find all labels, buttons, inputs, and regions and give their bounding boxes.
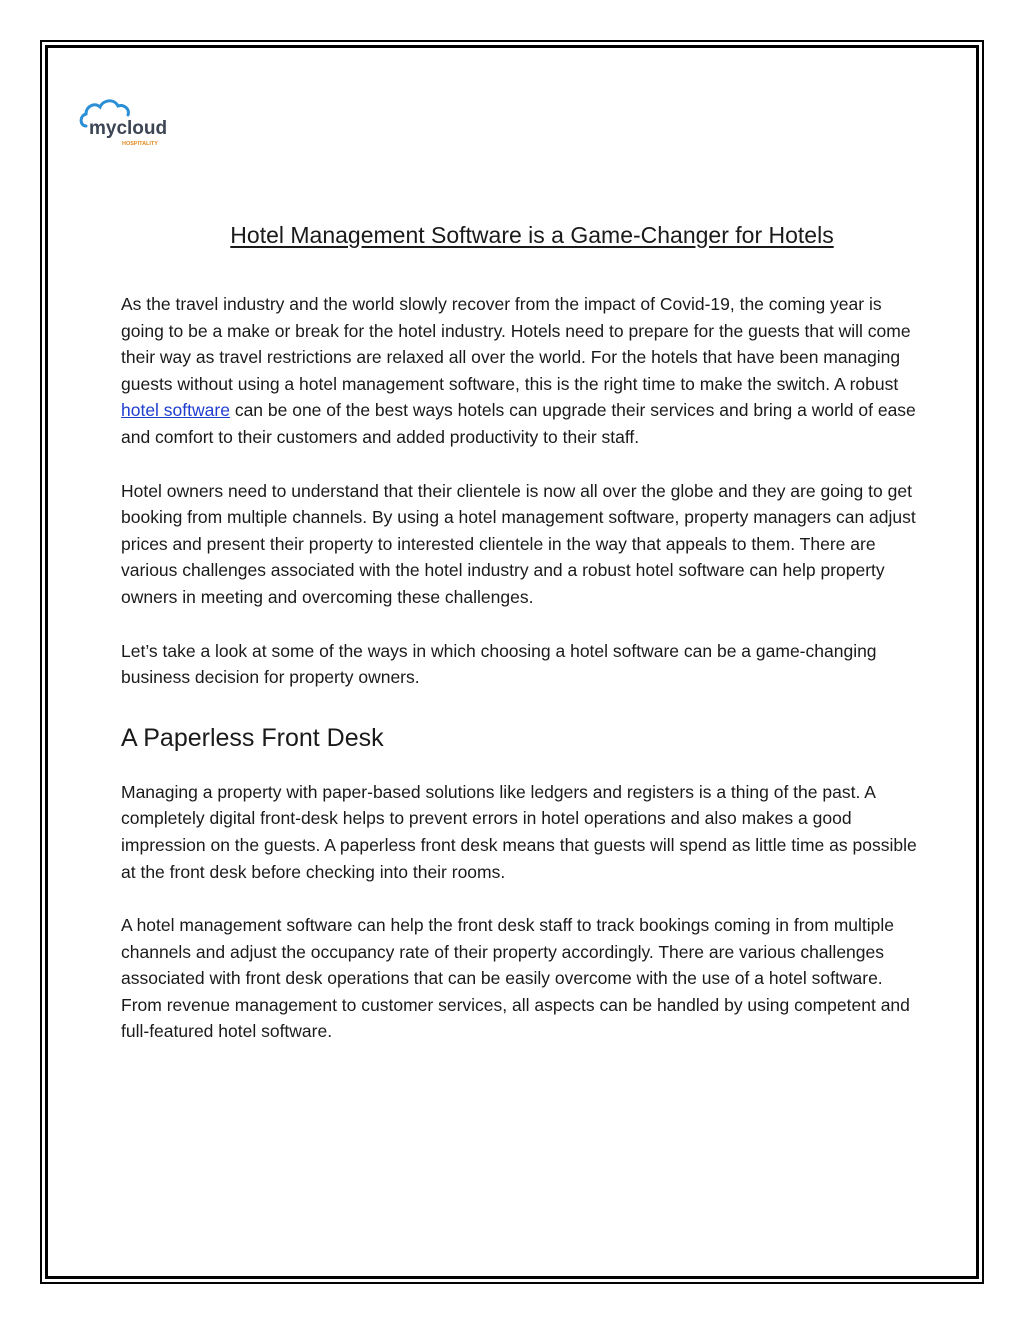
- logo-sub-text: HOSPITALITY: [122, 141, 158, 147]
- paragraph-4: Managing a property with paper-based solutions like ledgers and registers is a thing of the past. A completely digital front-desk helps to prevent errors in hotel operations and also makes a good impression on the guests. A paperless front desk means that guests will spend as little time as possible at the front desk before checking into their rooms.: [121, 781, 917, 882]
- paragraph-2: Hotel owners need to understand that their clientele is now all over the globe and they are going to get booking from multiple channels. By using a hotel management software, property managers can adjust prices and present their property to interested clientele in the way that appeals to them. There are various challenges associated with the hotel industry and a robust hotel software can help property owners in meeting and overcoming these challenges.: [121, 480, 916, 607]
- cloud-icon: [78, 96, 178, 152]
- paragraph-1: [121, 291, 921, 451]
- paragraph-1-text-a: As the travel industry and the world slowly recover from the impact of Covid-19, the coming year is going to be a make or break for the hotel industry. Hotels need to prepare for the guests that will come their way as travel restrictions are relaxed all over the world. For the hotels that have been managing guests without using a hotel management software, this is the right time to make the switch. A robust: [121, 294, 911, 394]
- section-heading: A Paperless Front Desk: [121, 723, 384, 752]
- document-body: [121, 291, 921, 1045]
- paragraph-5: A hotel management software can help the front desk staff to track bookings coming in from multiple channels and adjust the occupancy rate of their property accordingly. There are various challenges associated with front desk operations that can be easily overcome with the use of a hotel software. From revenue management to customer services, all aspects can be handled by using competent and full-featured hotel software.: [121, 915, 910, 1042]
- paragraph-1-text-b: can be one of the best ways hotels can upgrade their services and bring a world of ease and comfort to their customers and added productivity to their staff.: [121, 400, 916, 447]
- mycloud-logo: [78, 96, 178, 152]
- document-title: Hotel Management Software is a Game-Changer for Hotels: [230, 222, 834, 248]
- paragraph-3: Let’s take a look at some of the ways in which choosing a hotel software can be a game-changing business decision for property owners.: [121, 640, 877, 688]
- hotel-software-link[interactable]: hotel software: [121, 400, 230, 421]
- logo-brand-text: mycloud: [89, 118, 168, 139]
